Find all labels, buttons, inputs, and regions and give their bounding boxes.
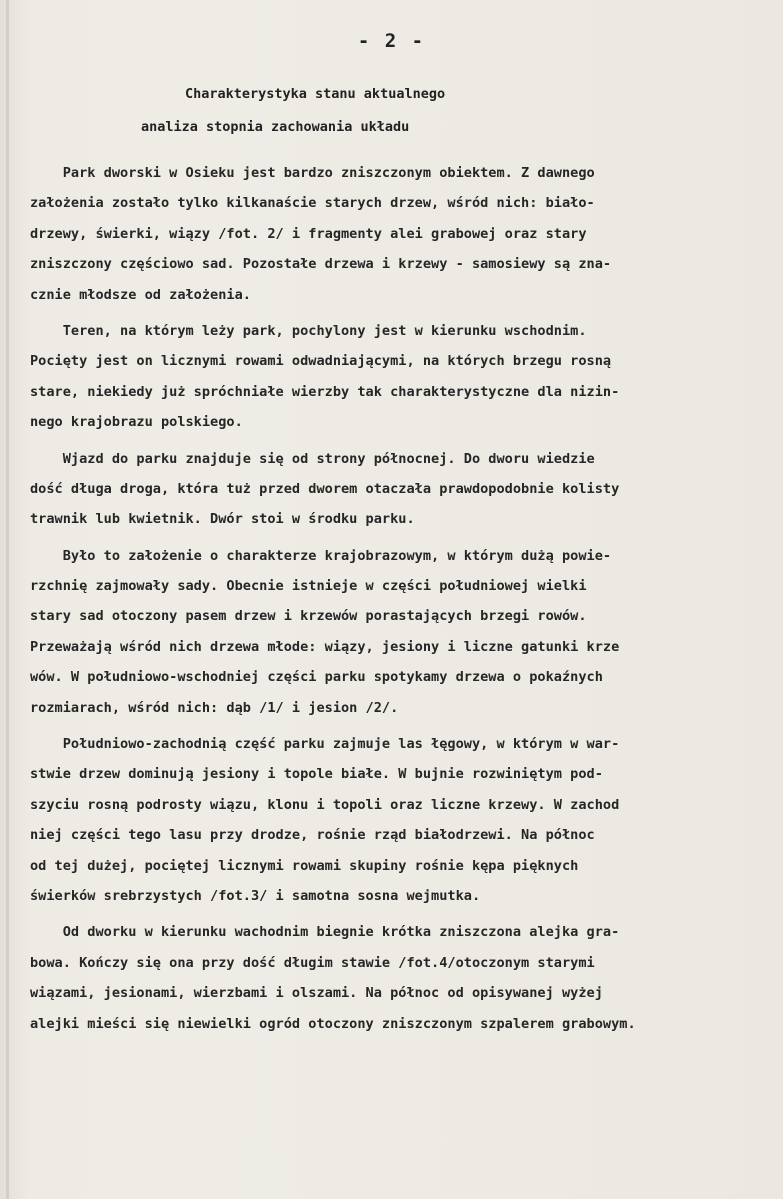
text-line: od tej dużej, pociętej licznymi rowami skupiny rośnie kępa pięknych <box>30 857 579 874</box>
text-line: świerków srebrzystych /fot.3/ i samotna sosna wejmutka. <box>30 887 481 904</box>
text-line: rozmiarach, wśród nich: dąb /1/ i jesion /2/. <box>30 699 399 716</box>
text-line: nego krajobrazu polskiego. <box>30 414 243 431</box>
text-line: alejki mieści się niewielki ogród otoczony zniszczonym szpalerem grabowym. <box>30 1015 636 1032</box>
text-line: dość długa droga, która tuż przed dworem otaczała prawdopodobnie kolisty <box>30 480 620 497</box>
text-line: wów. W południowo-wschodniej części parku spotykamy drzewa o pokaźnych <box>30 669 603 686</box>
heading-line-1: Charakterystyka stanu aktualnego <box>185 86 446 102</box>
text-line: założenia zostało tylko kilkanaście starych drzew, wśród nich: biało- <box>30 195 595 212</box>
text-line: stwie drzew dominują jesiony i topole białe. W bujnie rozwiniętym pod- <box>30 766 603 783</box>
text-line: drzewy, świerki, wiązy /fot. 2/ i fragmenty alei grabowej oraz stary <box>30 225 587 242</box>
text-line: Przeważają wśród nich drzewa młode: wiązy, jesiony i liczne gatunki krze <box>30 638 620 655</box>
text-line: bowa. Kończy się ona przy dość długim stawie /fot.4/otoczonym starymi <box>30 954 595 971</box>
text-line: rzchnię zajmowały sady. Obecnie istnieje w części południowej wielki <box>30 578 587 595</box>
text-line: Od dworku w kierunku wachodnim biegnie krótka zniszczona alejka gra- <box>30 924 620 941</box>
text-line: trawnik lub kwietnik. Dwór stoi w środku parku. <box>30 511 415 528</box>
page-number: - 2 - <box>357 30 426 52</box>
text-line: Park dworski w Osieku jest bardzo zniszczonym obiektem. Z dawnego <box>30 165 595 181</box>
text-line: Pocięty jest on licznymi rowami odwadniającymi, na których brzegu rosną <box>30 353 612 370</box>
text-line: zniszczony częściowo sad. Pozostałe drzewa i krzewy - samosiewy są zna- <box>30 256 612 273</box>
text-line: cznie młodsze od założenia. <box>30 286 251 303</box>
text-line: Południowo-zachodnią część parku zajmuje las łęgowy, w którym w war- <box>30 736 620 753</box>
binding-edge <box>6 0 9 1199</box>
text-line: szyciu rosną podrosty wiązu, klonu i topoli oraz liczne krzewy. W zachod <box>30 796 620 813</box>
text-line: wiązami, jesionami, wierzbami i olszami. Na północ od opisywanej wyżej <box>30 985 603 1002</box>
text-line: stare, niekiedy już spróchniałe wierzby tak charakterystyczne dla nizin- <box>30 383 620 400</box>
text-line: Wjazd do parku znajduje się od strony północnej. Do dworu wiedzie <box>30 450 595 467</box>
text-line: Było to założenie o charakterze krajobrazowym, w którym dużą powie- <box>30 547 612 564</box>
body-text <box>30 158 782 1039</box>
heading-line-2: analiza stopnia zachowania układu <box>141 119 410 135</box>
text-line: stary sad otoczony pasem drzew i krzewów porastających brzegi rowów. <box>30 608 587 625</box>
text-line: Teren, na którym leży park, pochylony jest w kierunku wschodnim. <box>30 322 587 339</box>
text-line: niej części tego lasu przy drodze, rośnie rząd białodrzewi. Na północ <box>30 827 595 844</box>
